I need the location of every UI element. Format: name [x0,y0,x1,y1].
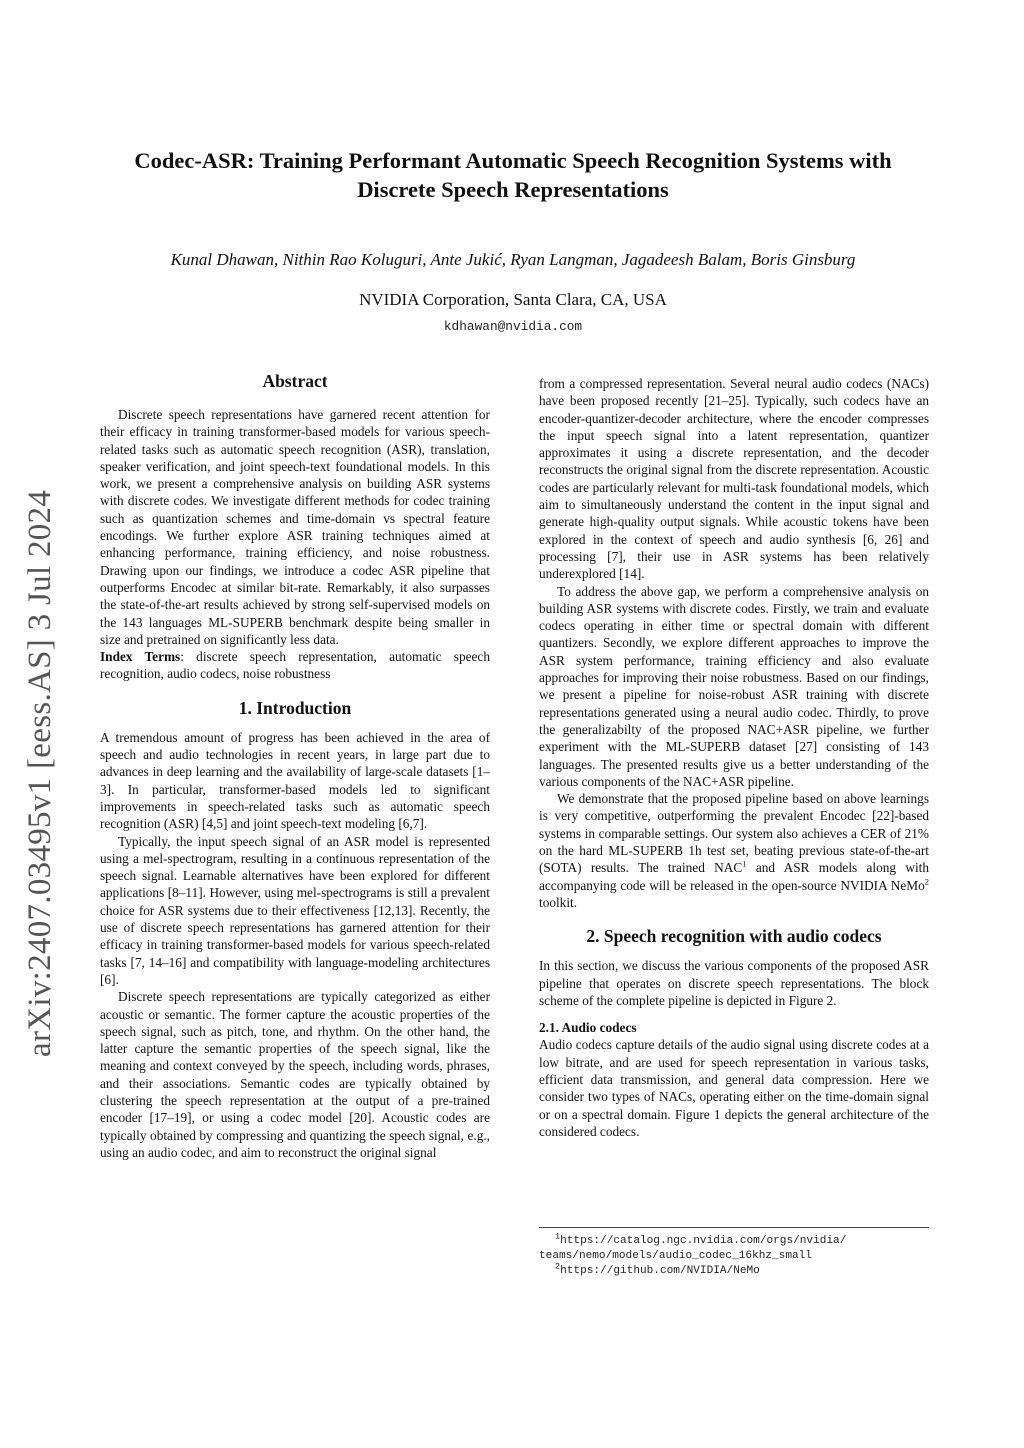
intro-paragraph-4: from a compressed representation. Several neural audio codecs (NACs) have been proposed recently [21–25]. Typically, such codecs have an encoder-quantizer-decoder architecture, where the encoder compresses the input speech signal into a latent representation, quantizer approximates it using a discrete representation, and the decoder reconstructs the original signal from the discrete representation. Acoustic codes are particularly relevant for multi-task foundational models, which aim to simultaneously understand the content in the input signal and generate high-quality output signals. While acoustic tokens have been explored in the context of speech and audio synthesis [6, 26] and processing [7], their use in ASR systems has been relatively underexplored [14]. [539,376,929,582]
paper-title-line-1: Codec-ASR: Training Performant Automatic Speech Recognition Systems with [134,148,892,173]
footnote-1-url-part-1[interactable]: https://catalog.ngc.nvidia.com/orgs/nvidia/ [560,1235,847,1247]
right-column [539,375,929,1140]
section-2-paragraph-1: In this section, we discuss the various components of the proposed ASR pipeline that operates on discrete speech representations. The block scheme of the complete pipeline is depicted in Figure 2. [539,958,929,1008]
intro-paragraph-3: Discrete speech representations are typically categorized as either acoustic or semantic. The former capture the acoustic properties of the speech signal, such as pitch, tone, and rhythm. On the other hand, the latter capture the semantic properties of the speech signal, like the meaning and context conveyed by the speech, including words, phrases, and their associations. Semantic codes are typically obtained by clustering the speech representation at the output of a pre-trained encoder [17–19], or using a codec model [20]. Acoustic codes are typically obtained by compressing and quantizing the speech signal, e.g., using an audio codec, and aim to reconstruct the original signal [100,989,490,1160]
footnote-2-mark: 2 [555,1261,561,1272]
intro-paragraph-5: To address the above gap, we perform a comprehensive analysis on building ASR systems with discrete codes. Firstly, we train and evaluate codecs operating in either time or spectral domain with different quantizers. Secondly, we explore different approaches to improve the ASR system performance, training efficiency and also evaluate approaches for improving their noise robustness. Based on our findings, we present a pipeline for noise-robust ASR training with discrete representations generated using a neural audio codec. Thirdly, to prove the generalizabilty of the proposed NAC+ASR pipeline, we further experiment with the ML-SUPERB dataset [27] consisting of 143 languages. The presented results give us a better understanding of the various components of the NAC+ASR pipeline. [539,583,929,789]
intro-paragraph-6 [539,790,929,911]
arxiv-identifier-stamp: arXiv:2407.03495v1 [eess.AS] 3 Jul 2024 [22,489,58,1057]
intro-paragraph-1: A tremendous amount of progress has been achieved in the area of speech and audio technologies in recent years, in large part due to advances in deep learning and the availability of large-scale datasets [1–3]. In particular, transformer-based models led to significant improvements in speech-related tasks such as automatic speech recognition (ASR) [4,5] and joint speech-text modeling [6,7]. [100,729,490,832]
introduction-heading: 1. Introduction [238,697,352,718]
section-2-heading: 2. Speech recognition with audio codecs [586,926,882,947]
abstract-heading: Abstract [262,371,328,391]
footnote-2-url[interactable]: https://github.com/NVIDIA/NeMo [560,1265,760,1277]
contact-email: kdhawan@nvidia.com [443,319,583,334]
abstract-text: Discrete speech representations have garnered recent attention for their efficacy in training transformer-based models for various speech-related tasks such as automatic speech recognition (ASR), translation, speaker verification, and joint speech-text foundational models. In this work, we present a comprehensive analysis on building ASR systems with discrete codes. We investigate different methods for codec training such as quantization schemes and time-domain vs spectral feature encodings. We further explore ASR training techniques aimed at enhancing performance, training efficiency, and noise robustness. Drawing upon our findings, we introduce a codec ASR pipeline that outperforms Encodec at similar bit-rate. Remarkably, it also surpasses the state-of-the-art results achieved by strong self-supervised models on the 143 languages ML-SUPERB benchmark despite being smaller in size and pretrained on significantly less data. [100,407,490,647]
left-column [100,370,490,1161]
footnote-ref-1: 1 [742,858,747,869]
intro-paragraph-6-part-a: We demonstrate that the proposed pipeline based on above learnings is very competitive, outperforming the prevalent Encodec [22]-based systems in comparable settings. Our system also achieves a CER of 21% on the hard ML-SUPERB 1h test set, beating previous state-of-the-art (SOTA) results. The trained NAC [539,791,929,876]
section-2-1-paragraph: Audio codecs capture details of the audio signal using discrete codes at a low bitrate, and are used for speech representation in various tasks, efficient data transmission, and general data compression. Here we consider two types of NACs, operating either on the time-domain signal or on a spectral domain. Figure 1 depicts the general architecture of the considered codecs. [539,1037,929,1139]
index-terms [100,648,490,683]
paper-title-line-2: Discrete Speech Representations [357,177,669,202]
subsection-2-1-heading: 2.1. Audio codecs [539,1020,637,1036]
footnote-1-line-1 [539,1231,929,1249]
author-list: Kunal Dhawan, Nithin Rao Koluguri, Ante Jukić, Ryan Langman, Jagadeesh Balam, Boris Ginsburg [170,250,856,269]
paper-title [80,146,946,204]
footnote-2 [539,1261,929,1279]
footnotes [539,1227,929,1279]
intro-paragraph-2: Typically, the input speech signal of an ASR model is represented using a mel-spectrogram, resulting in a continuous representation of the speech signal. Learnable alternatives have been explored for different applications [8–11]. However, using mel-spectrograms is still a prevalent choice for ASR systems due to their effectiveness [12,13]. Recently, the use of discrete speech representations has garnered attention for their efficacy in training transformer-based models for various speech-related tasks [7, 14–16] and compatibility with language-modeling architectures [6]. [100,833,490,987]
footnote-1-url-part-2[interactable]: teams/nemo/models/audio_codec_16khz_small [539,1250,812,1262]
intro-paragraph-6-part-b: and ASR models along with accompanying code will be released in the open-source NVIDIA NeMo [539,860,930,893]
index-terms-label: Index Terms [100,649,181,665]
footnote-2-line-1 [539,1261,929,1279]
index-terms-text: : discrete speech representation, automatic speech recognition, audio codecs, noise robustness [100,649,490,682]
intro-paragraph-6-part-c: toolkit. [539,894,578,910]
footnote-1 [539,1231,929,1264]
affiliation: NVIDIA Corporation, Santa Clara, CA, USA [359,290,667,309]
footnote-1-mark: 1 [555,1231,561,1242]
footnote-ref-2: 2 [924,876,929,887]
